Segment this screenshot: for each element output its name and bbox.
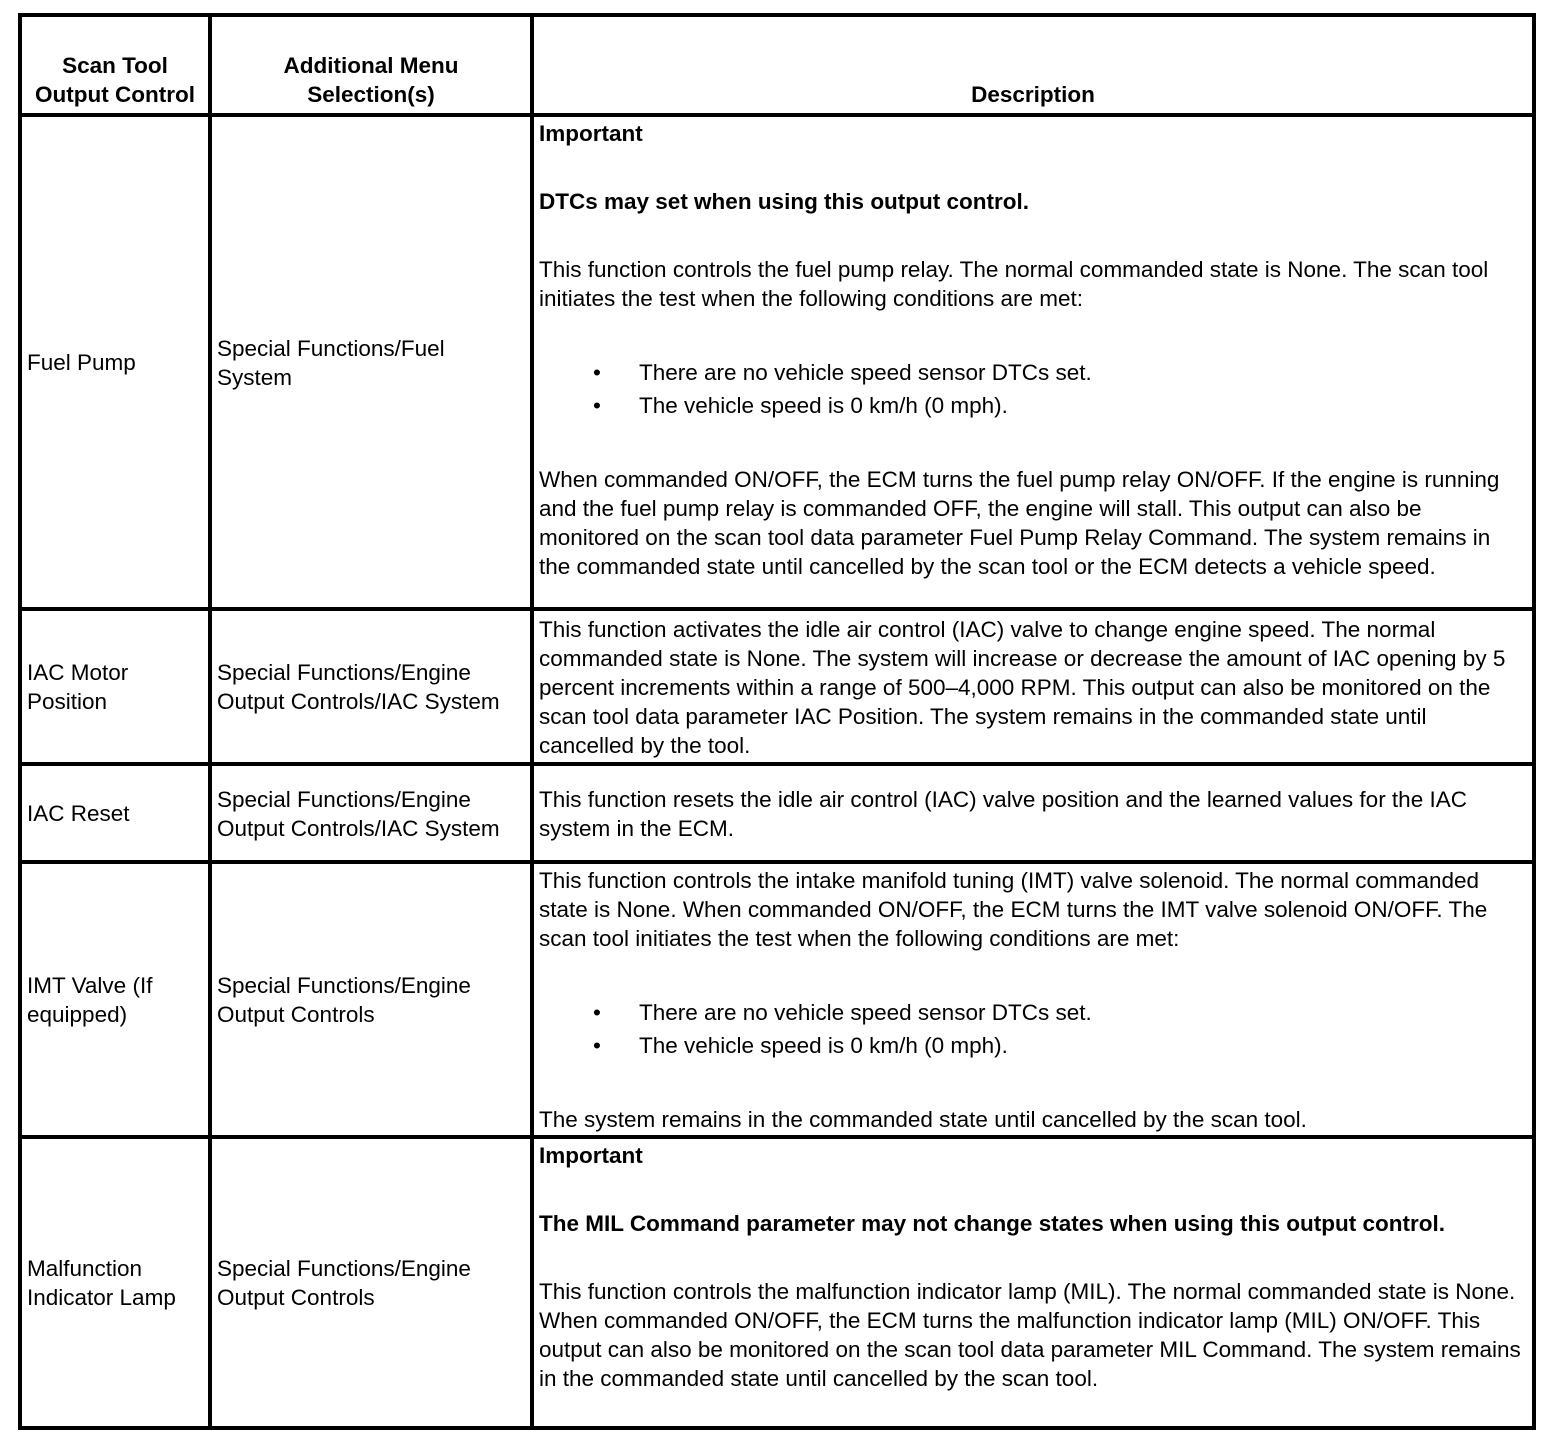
- condition-list: [539, 996, 1527, 1062]
- menu-selection: Special Functions/Engine Output Controls: [210, 1137, 532, 1428]
- list-item: • The vehicle speed is 0 km/h (0 mph).: [539, 1029, 1527, 1062]
- control-name: IAC Reset: [20, 764, 210, 862]
- description-outro: The system remains in the commanded state until cancelled by the scan tool.: [539, 1107, 1307, 1132]
- description-outro: When commanded ON/OFF, the ECM turns the fuel pump relay ON/OFF. If the engine is running and the fuel pump relay is commanded OFF, the engine will stall. This output can also be monitored on the scan tool data parameter Fuel Pump Relay Command. The system remains in the commanded state until cancelled by the scan tool or the ECM detects a vehicle speed.: [539, 467, 1500, 579]
- table-row: [20, 862, 1534, 1137]
- bullet-icon: •: [593, 1000, 601, 1025]
- description-intro: This function controls the fuel pump relay. The normal commanded state is None. The scan tool initiates the test when the following conditions are met:: [539, 257, 1489, 311]
- bullet-icon: •: [593, 1033, 601, 1058]
- menu-selection: Special Functions/Fuel System: [210, 115, 532, 609]
- table-row: [20, 1137, 1534, 1428]
- menu-selection: Special Functions/Engine Output Controls: [210, 862, 532, 1137]
- header-additional-menu-selections: Additional Menu Selection(s): [210, 15, 532, 115]
- list-item: • There are no vehicle speed sensor DTCs set.: [539, 356, 1527, 389]
- control-name: Malfunction Indicator Lamp: [20, 1137, 210, 1428]
- header-description: Description: [532, 15, 1534, 115]
- description-cell: [532, 862, 1534, 1137]
- important-text: DTCs may set when using this output control.: [539, 189, 1030, 214]
- table-row: [20, 609, 1534, 764]
- header-scan-tool-output-control: Scan Tool Output Control: [20, 15, 210, 115]
- description-text: This function controls the malfunction indicator lamp (MIL). The normal commanded state is None. When commanded ON/OFF, the ECM turns the malfunction indicator lamp (MIL) ON/OFF. This output can also be monitored on the scan tool data parameter MIL Command. The system remains in the commanded state until cancelled by the scan tool.: [539, 1279, 1521, 1391]
- important-label: Important: [539, 121, 643, 146]
- condition-list: [539, 356, 1527, 422]
- description-cell: This function activates the idle air control (IAC) valve to change engine speed. The normal commanded state is None. The system will increase or decrease the amount of IAC opening by 5 percent increments within a range of 500–4,000 RPM. This output can also be monitored on the scan tool data parameter IAC Position. The system remains in the commanded state until cancelled by the tool.: [532, 609, 1534, 764]
- list-item: • The vehicle speed is 0 km/h (0 mph).: [539, 389, 1527, 422]
- control-name: Fuel Pump: [20, 115, 210, 609]
- description-intro: This function controls the intake manifold tuning (IMT) valve solenoid. The normal commanded state is None. When commanded ON/OFF, the ECM turns the IMT valve solenoid ON/OFF. The scan tool initiates the test when the following conditions are met:: [539, 868, 1488, 951]
- bullet-icon: •: [593, 360, 601, 385]
- table-row: [20, 115, 1534, 609]
- table-row: [20, 764, 1534, 862]
- menu-selection: Special Functions/Engine Output Controls/IAC System: [210, 609, 532, 764]
- description-cell: [532, 115, 1534, 609]
- menu-selection: Special Functions/Engine Output Controls/IAC System: [210, 764, 532, 862]
- important-text: The MIL Command parameter may not change states when using this output control.: [539, 1211, 1445, 1236]
- output-controls-table: [18, 13, 1536, 1430]
- description-cell: [532, 1137, 1534, 1428]
- control-name: IMT Valve (If equipped): [20, 862, 210, 1137]
- list-item: • There are no vehicle speed sensor DTCs set.: [539, 996, 1527, 1029]
- description-cell: This function resets the idle air control (IAC) valve position and the learned values for the IAC system in the ECM.: [532, 764, 1534, 862]
- table-header-row: [20, 15, 1534, 115]
- control-name: IAC Motor Position: [20, 609, 210, 764]
- important-label: Important: [539, 1143, 643, 1168]
- bullet-icon: •: [593, 393, 601, 418]
